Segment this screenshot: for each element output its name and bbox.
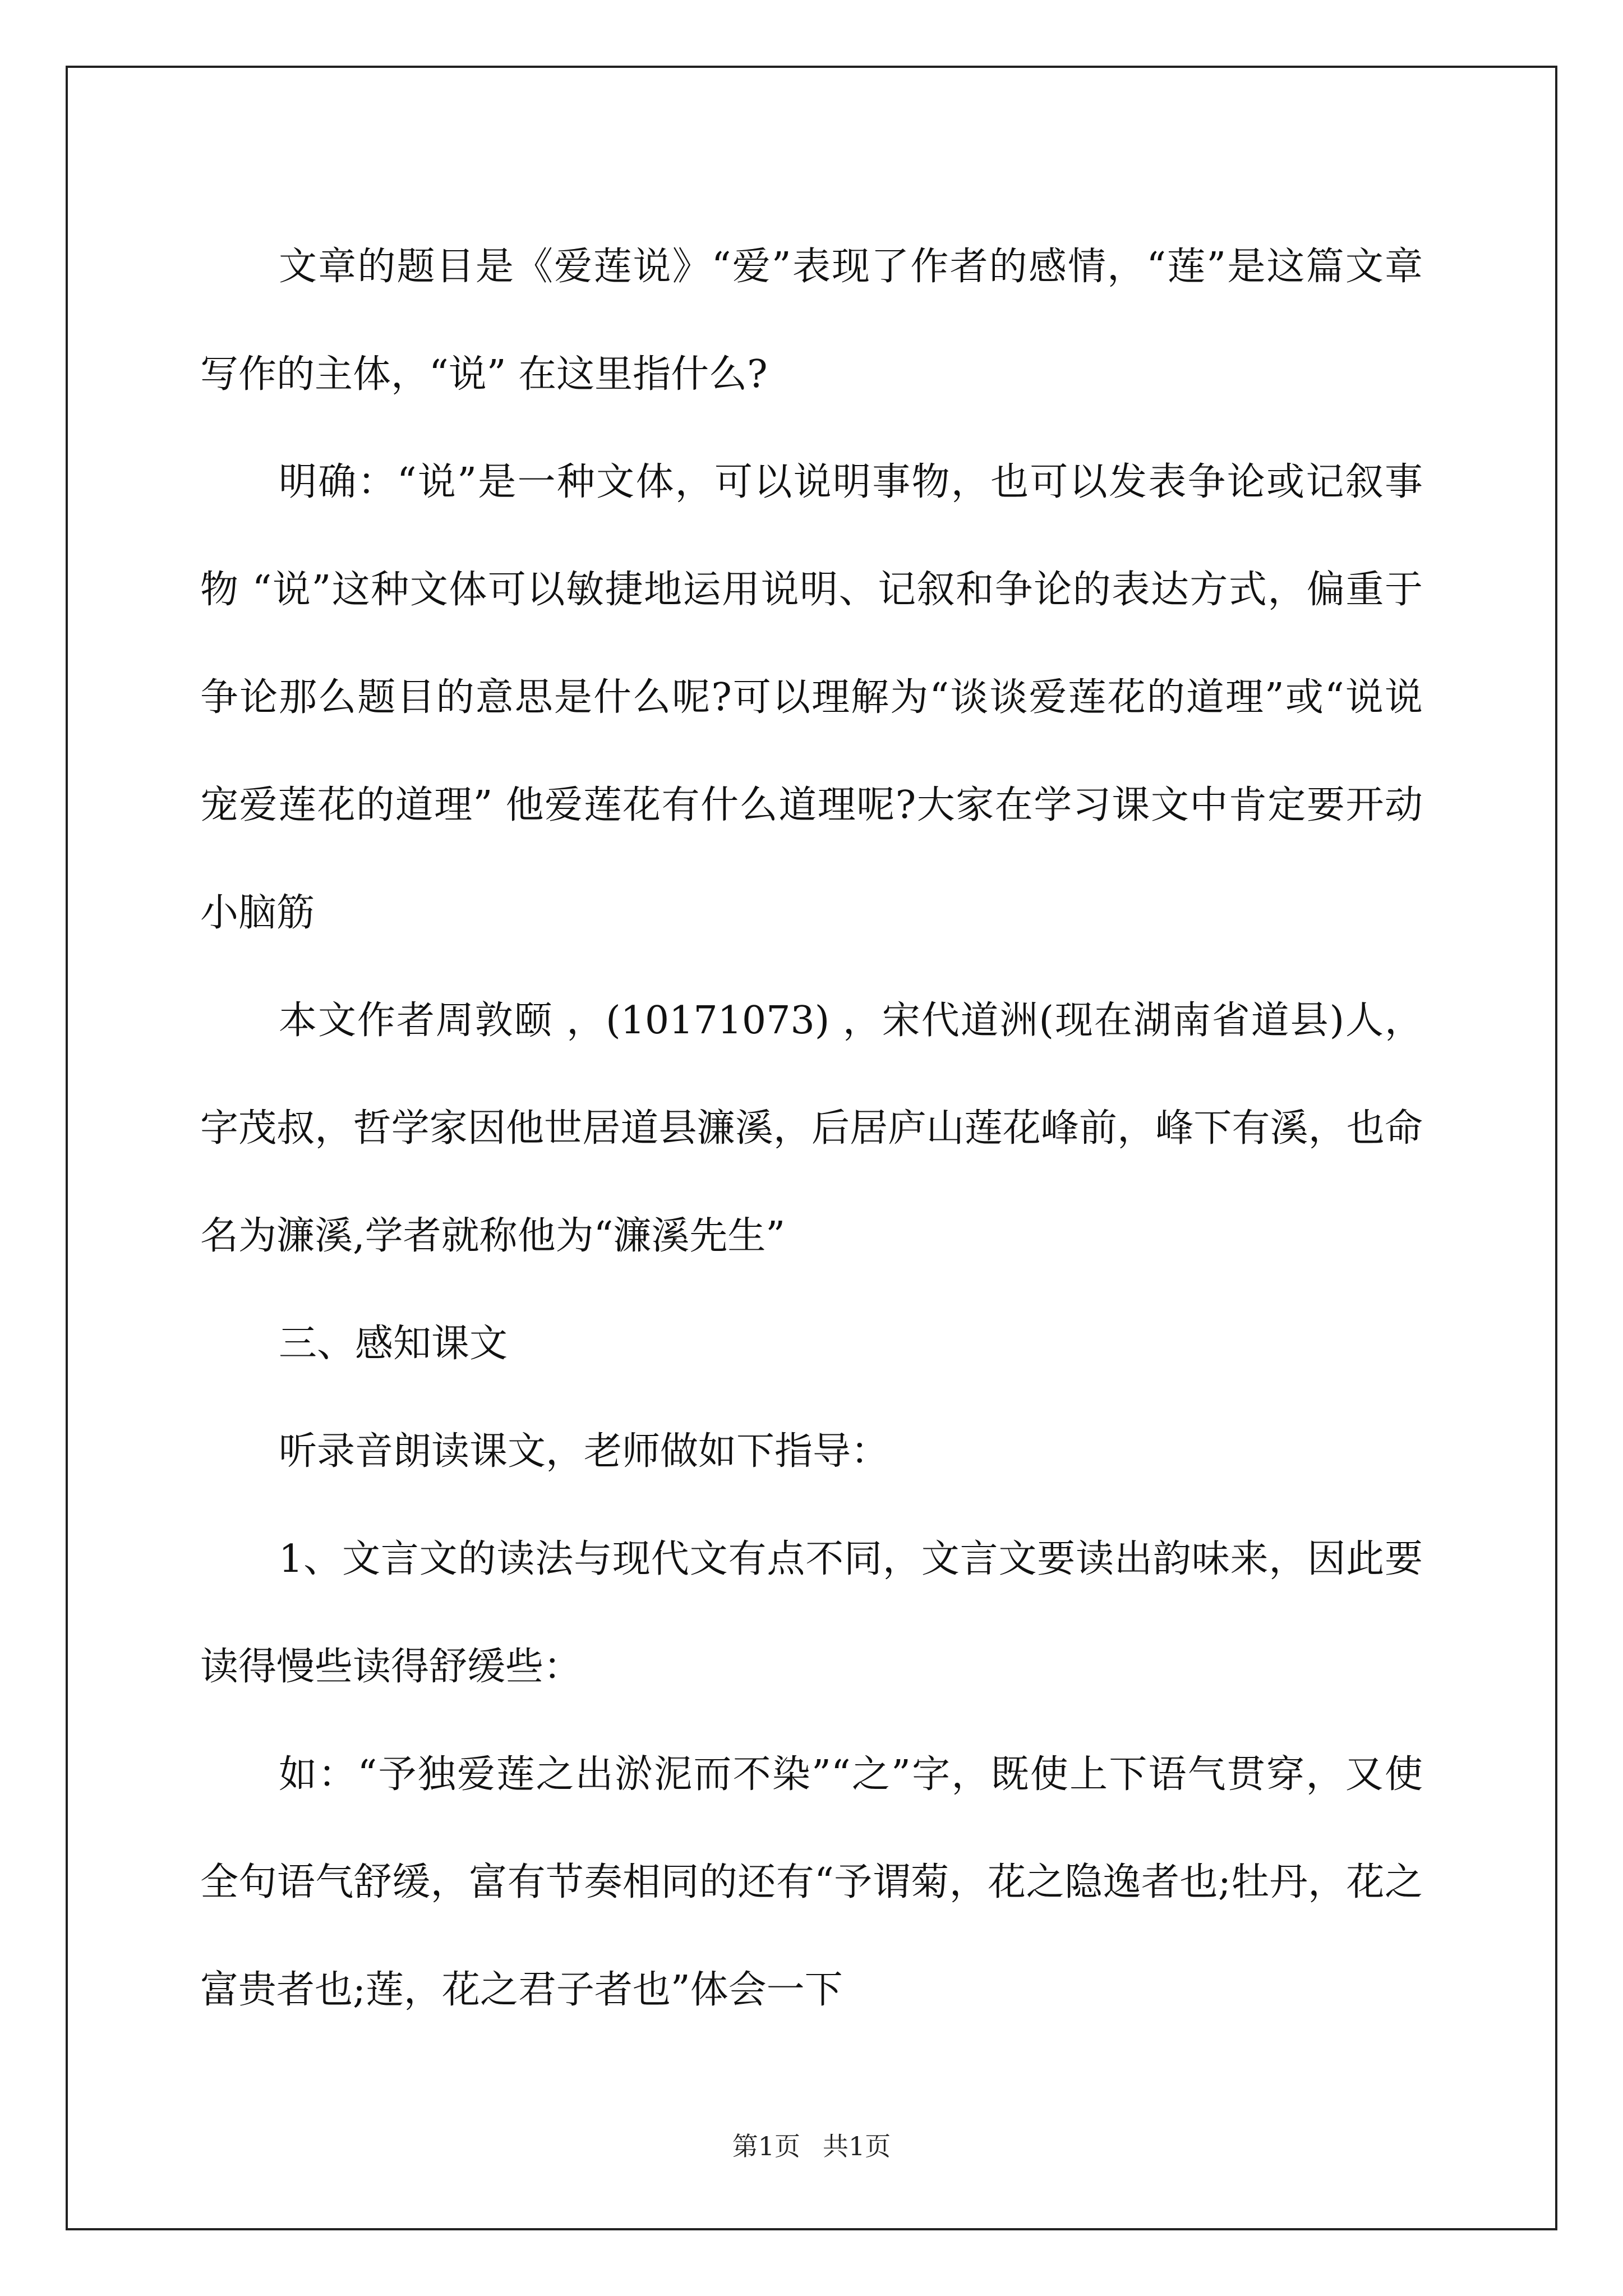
paragraph-author: 本文作者周敦颐 ，(10171073) ，宋代道洲(现在湖南省道县)人，字茂叔，哲学家因他世居道县濂溪，后居庐山莲花峰前，峰下有溪，也命名为濂溪,学者就称他为“濂溪先生” [200, 999, 1423, 1258]
paragraph-answer: 明确：“说”是一种文体，可以说明事物，也可以发表争论或记叙事物 “说”这种文体可以敏捷地运用说明、记叙和争论的表达方式，偏重于争论那么题目的意思是什么呢?可以理解为“谈谈爱莲花的道理”或“说说宠爱莲花的道理” 他爱莲花有什么道理呢?大家在学习课文中肯定要开动小脑筋 [200, 460, 1423, 935]
paragraph-instruction: 听录音朗读课文，老师做如下指导： [279, 1429, 889, 1474]
page-number: 第1页 [732, 2131, 800, 2161]
document-body [200, 213, 1423, 2044]
paragraph-title-question: 文章的题目是《爱莲说》“爱”表现了作者的感情，“莲”是这篇文章写作的主体，“说” 在这里指什么? [200, 245, 1423, 397]
page-footer [0, 2126, 1623, 2163]
paragraph-example: 如：“予独爱莲之出淤泥而不染”“之”字，既使上下语气贯穿，又使全句语气舒缓，富有节奏相同的还有“予谓菊，花之隐逸者也;牡丹，花之富贵者也;莲，花之君子者也”体会一下 [200, 1752, 1423, 2012]
section-heading: 三、感知课文 [279, 1322, 508, 1366]
paragraph-point-1: 1、文言文的读法与现代文有点不同，文言文要读出韵味来，因此要读得慢些读得舒缓些： [200, 1537, 1423, 1689]
page-total: 共1页 [823, 2131, 891, 2161]
